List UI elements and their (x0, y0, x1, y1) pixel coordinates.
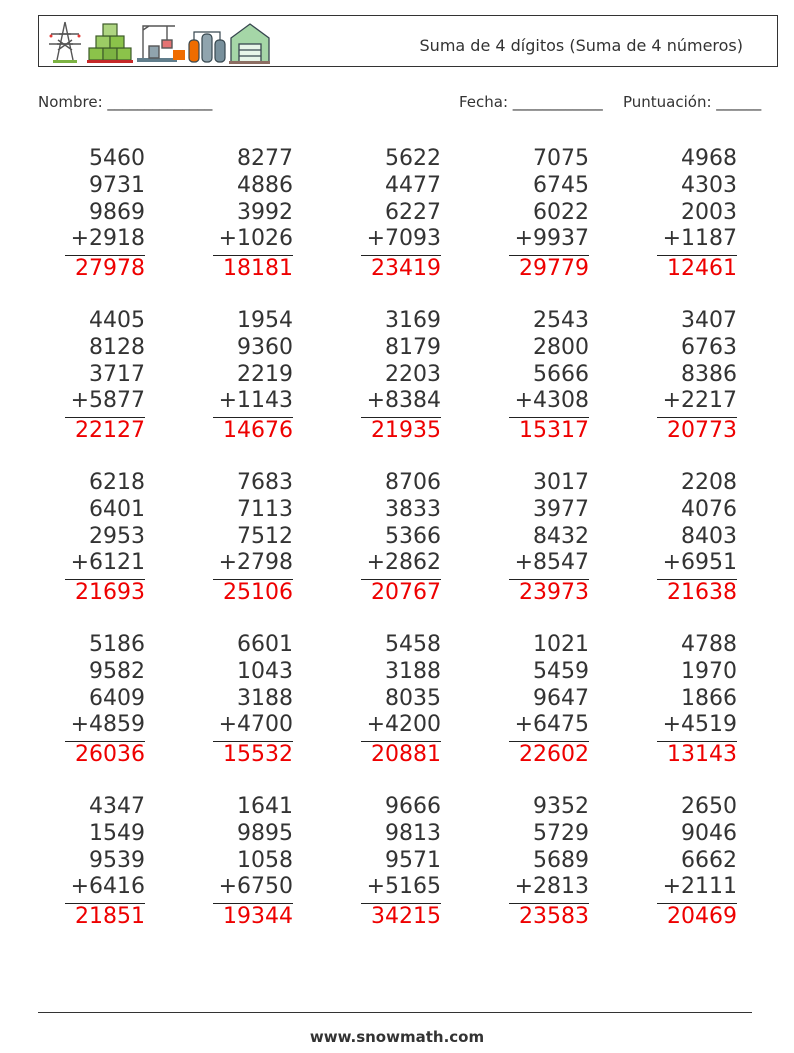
addend: 3188 (237, 685, 293, 711)
addition-problem (657, 632, 737, 768)
crates-icon (87, 24, 133, 63)
addend: 9666 (385, 794, 441, 819)
addend: 6745 (533, 172, 589, 198)
answer: 20767 (371, 580, 441, 606)
addend: 9731 (89, 172, 145, 198)
addend: 6022 (533, 199, 589, 225)
addend: 1549 (89, 820, 145, 846)
addend: 6601 (237, 632, 293, 657)
answer: 19344 (223, 904, 293, 930)
addend: +2862 (366, 550, 441, 576)
answer: 27978 (75, 256, 145, 282)
addend: 9869 (89, 199, 145, 225)
addition-problem (509, 794, 589, 930)
answer: 23419 (371, 256, 441, 282)
addend: +2217 (662, 388, 737, 414)
addend: 7512 (237, 523, 293, 549)
addition-problem (657, 146, 737, 282)
addend: +7093 (366, 226, 441, 252)
addend: 1954 (237, 308, 293, 333)
addition-problem (361, 470, 441, 606)
addend: 9046 (681, 820, 737, 846)
addition-problem (361, 632, 441, 768)
header-icons (45, 20, 270, 64)
addition-problem (509, 308, 589, 444)
addend: +6750 (218, 874, 293, 900)
addend: +6475 (514, 712, 589, 738)
addition-problem (65, 632, 145, 768)
answer: 13143 (667, 742, 737, 768)
answer: 34215 (371, 904, 441, 930)
addend: 1021 (533, 632, 589, 657)
addend: 3188 (385, 658, 441, 684)
addend: +5165 (366, 874, 441, 900)
addend: 1641 (237, 794, 293, 819)
addend: +2111 (662, 874, 737, 900)
addend: 5186 (89, 632, 145, 657)
addend: 4477 (385, 172, 441, 198)
answer: 20881 (371, 742, 441, 768)
addend: 8432 (533, 523, 589, 549)
addend: +1187 (662, 226, 737, 252)
addition-problem (361, 794, 441, 930)
addition-problem (65, 308, 145, 444)
answer: 23583 (519, 904, 589, 930)
score-field-label: Puntuación: ______ (623, 93, 762, 111)
addend: 8277 (237, 146, 293, 171)
addend: +4200 (366, 712, 441, 738)
addition-problem (213, 794, 293, 930)
addition-problem (65, 794, 145, 930)
addend: 4968 (681, 146, 737, 171)
addend: 3407 (681, 308, 737, 333)
addend: 2208 (681, 470, 737, 495)
addend: 9582 (89, 658, 145, 684)
addend: 9647 (533, 685, 589, 711)
footer-url: www.snowmath.com (309, 1028, 485, 1046)
addend: +6121 (70, 550, 145, 576)
addend: +5877 (70, 388, 145, 414)
addition-problem (657, 794, 737, 930)
addend: +4308 (514, 388, 589, 414)
addend: 1043 (237, 658, 293, 684)
addend: 4303 (681, 172, 737, 198)
answer: 15317 (519, 418, 589, 444)
answer: 21638 (667, 580, 737, 606)
addend: 4076 (681, 496, 737, 522)
addend: 9813 (385, 820, 441, 846)
addend: 3717 (89, 361, 145, 387)
tanks-icon (189, 32, 225, 62)
addend: 2650 (681, 794, 737, 819)
addition-problem (65, 146, 145, 282)
addend: 4347 (89, 794, 145, 819)
answer: 12461 (667, 256, 737, 282)
answer: 25106 (223, 580, 293, 606)
addend: 6662 (681, 847, 737, 873)
addend: +6951 (662, 550, 737, 576)
addition-problem (361, 146, 441, 282)
addend: 9352 (533, 794, 589, 819)
addend: +4700 (218, 712, 293, 738)
addend: 5460 (89, 146, 145, 171)
addend: 7683 (237, 470, 293, 495)
addend: 3017 (533, 470, 589, 495)
addend: +8384 (366, 388, 441, 414)
addend: +2798 (218, 550, 293, 576)
addend: 8403 (681, 523, 737, 549)
addend: 3833 (385, 496, 441, 522)
footer-rule (38, 1012, 752, 1013)
addend: 9571 (385, 847, 441, 873)
answer: 20469 (667, 904, 737, 930)
answer: 15532 (223, 742, 293, 768)
answer: 22602 (519, 742, 589, 768)
addend: +8547 (514, 550, 589, 576)
addend: +2918 (70, 226, 145, 252)
addend: 1970 (681, 658, 737, 684)
addend: +2813 (514, 874, 589, 900)
addend: +4519 (662, 712, 737, 738)
addition-problem (509, 632, 589, 768)
addend: 7113 (237, 496, 293, 522)
crane-icon (137, 26, 185, 62)
answer: 23973 (519, 580, 589, 606)
addend: 5458 (385, 632, 441, 657)
addition-problem (657, 308, 737, 444)
addend: 2003 (681, 199, 737, 225)
addend: 2953 (89, 523, 145, 549)
addition-problem (65, 470, 145, 606)
addend: 5459 (533, 658, 589, 684)
addend: 5666 (533, 361, 589, 387)
addend: 5622 (385, 146, 441, 171)
addend: 8386 (681, 361, 737, 387)
addend: +6416 (70, 874, 145, 900)
addend: 5689 (533, 847, 589, 873)
addend: +1026 (218, 226, 293, 252)
addend: 9360 (237, 334, 293, 360)
addend: +9937 (514, 226, 589, 252)
answer: 21851 (75, 904, 145, 930)
addition-problem (509, 470, 589, 606)
name-field-label: Nombre: ______________ (38, 93, 213, 111)
addition-problem (213, 470, 293, 606)
date-field-label: Fecha: ____________ (459, 93, 603, 111)
addend: 8179 (385, 334, 441, 360)
addition-problem (509, 146, 589, 282)
answer: 18181 (223, 256, 293, 282)
addition-problem (213, 308, 293, 444)
addend: 3169 (385, 308, 441, 333)
addend: 4886 (237, 172, 293, 198)
addend: 6401 (89, 496, 145, 522)
addend: +4859 (70, 712, 145, 738)
addend: 9895 (237, 820, 293, 846)
addend: 2543 (533, 308, 589, 333)
addend: 6409 (89, 685, 145, 711)
addend: 3977 (533, 496, 589, 522)
addend: 6218 (89, 470, 145, 495)
answer: 21935 (371, 418, 441, 444)
addend: 9539 (89, 847, 145, 873)
addend: 2800 (533, 334, 589, 360)
addition-problem (213, 146, 293, 282)
answer: 21693 (75, 580, 145, 606)
header-box (38, 15, 778, 67)
answer: 14676 (223, 418, 293, 444)
addend: 4405 (89, 308, 145, 333)
addition-problem (213, 632, 293, 768)
addend: 8128 (89, 334, 145, 360)
sheet-title: Suma de 4 dígitos (Suma de 4 números) (419, 36, 743, 55)
addend: 7075 (533, 146, 589, 171)
addend: 8035 (385, 685, 441, 711)
addend: 3992 (237, 199, 293, 225)
addend: 5729 (533, 820, 589, 846)
addend: 2203 (385, 361, 441, 387)
addend: 1058 (237, 847, 293, 873)
warehouse-icon (229, 24, 270, 64)
addend: 1866 (681, 685, 737, 711)
addend: 5366 (385, 523, 441, 549)
addend: 6763 (681, 334, 737, 360)
addend: +1143 (218, 388, 293, 414)
answer: 26036 (75, 742, 145, 768)
answer: 20773 (667, 418, 737, 444)
addend: 2219 (237, 361, 293, 387)
addend: 8706 (385, 470, 441, 495)
addend: 6227 (385, 199, 441, 225)
answer: 22127 (75, 418, 145, 444)
addition-problem (361, 308, 441, 444)
answer: 29779 (519, 256, 589, 282)
addition-problem (657, 470, 737, 606)
addend: 4788 (681, 632, 737, 657)
power-tower-icon (49, 22, 81, 63)
